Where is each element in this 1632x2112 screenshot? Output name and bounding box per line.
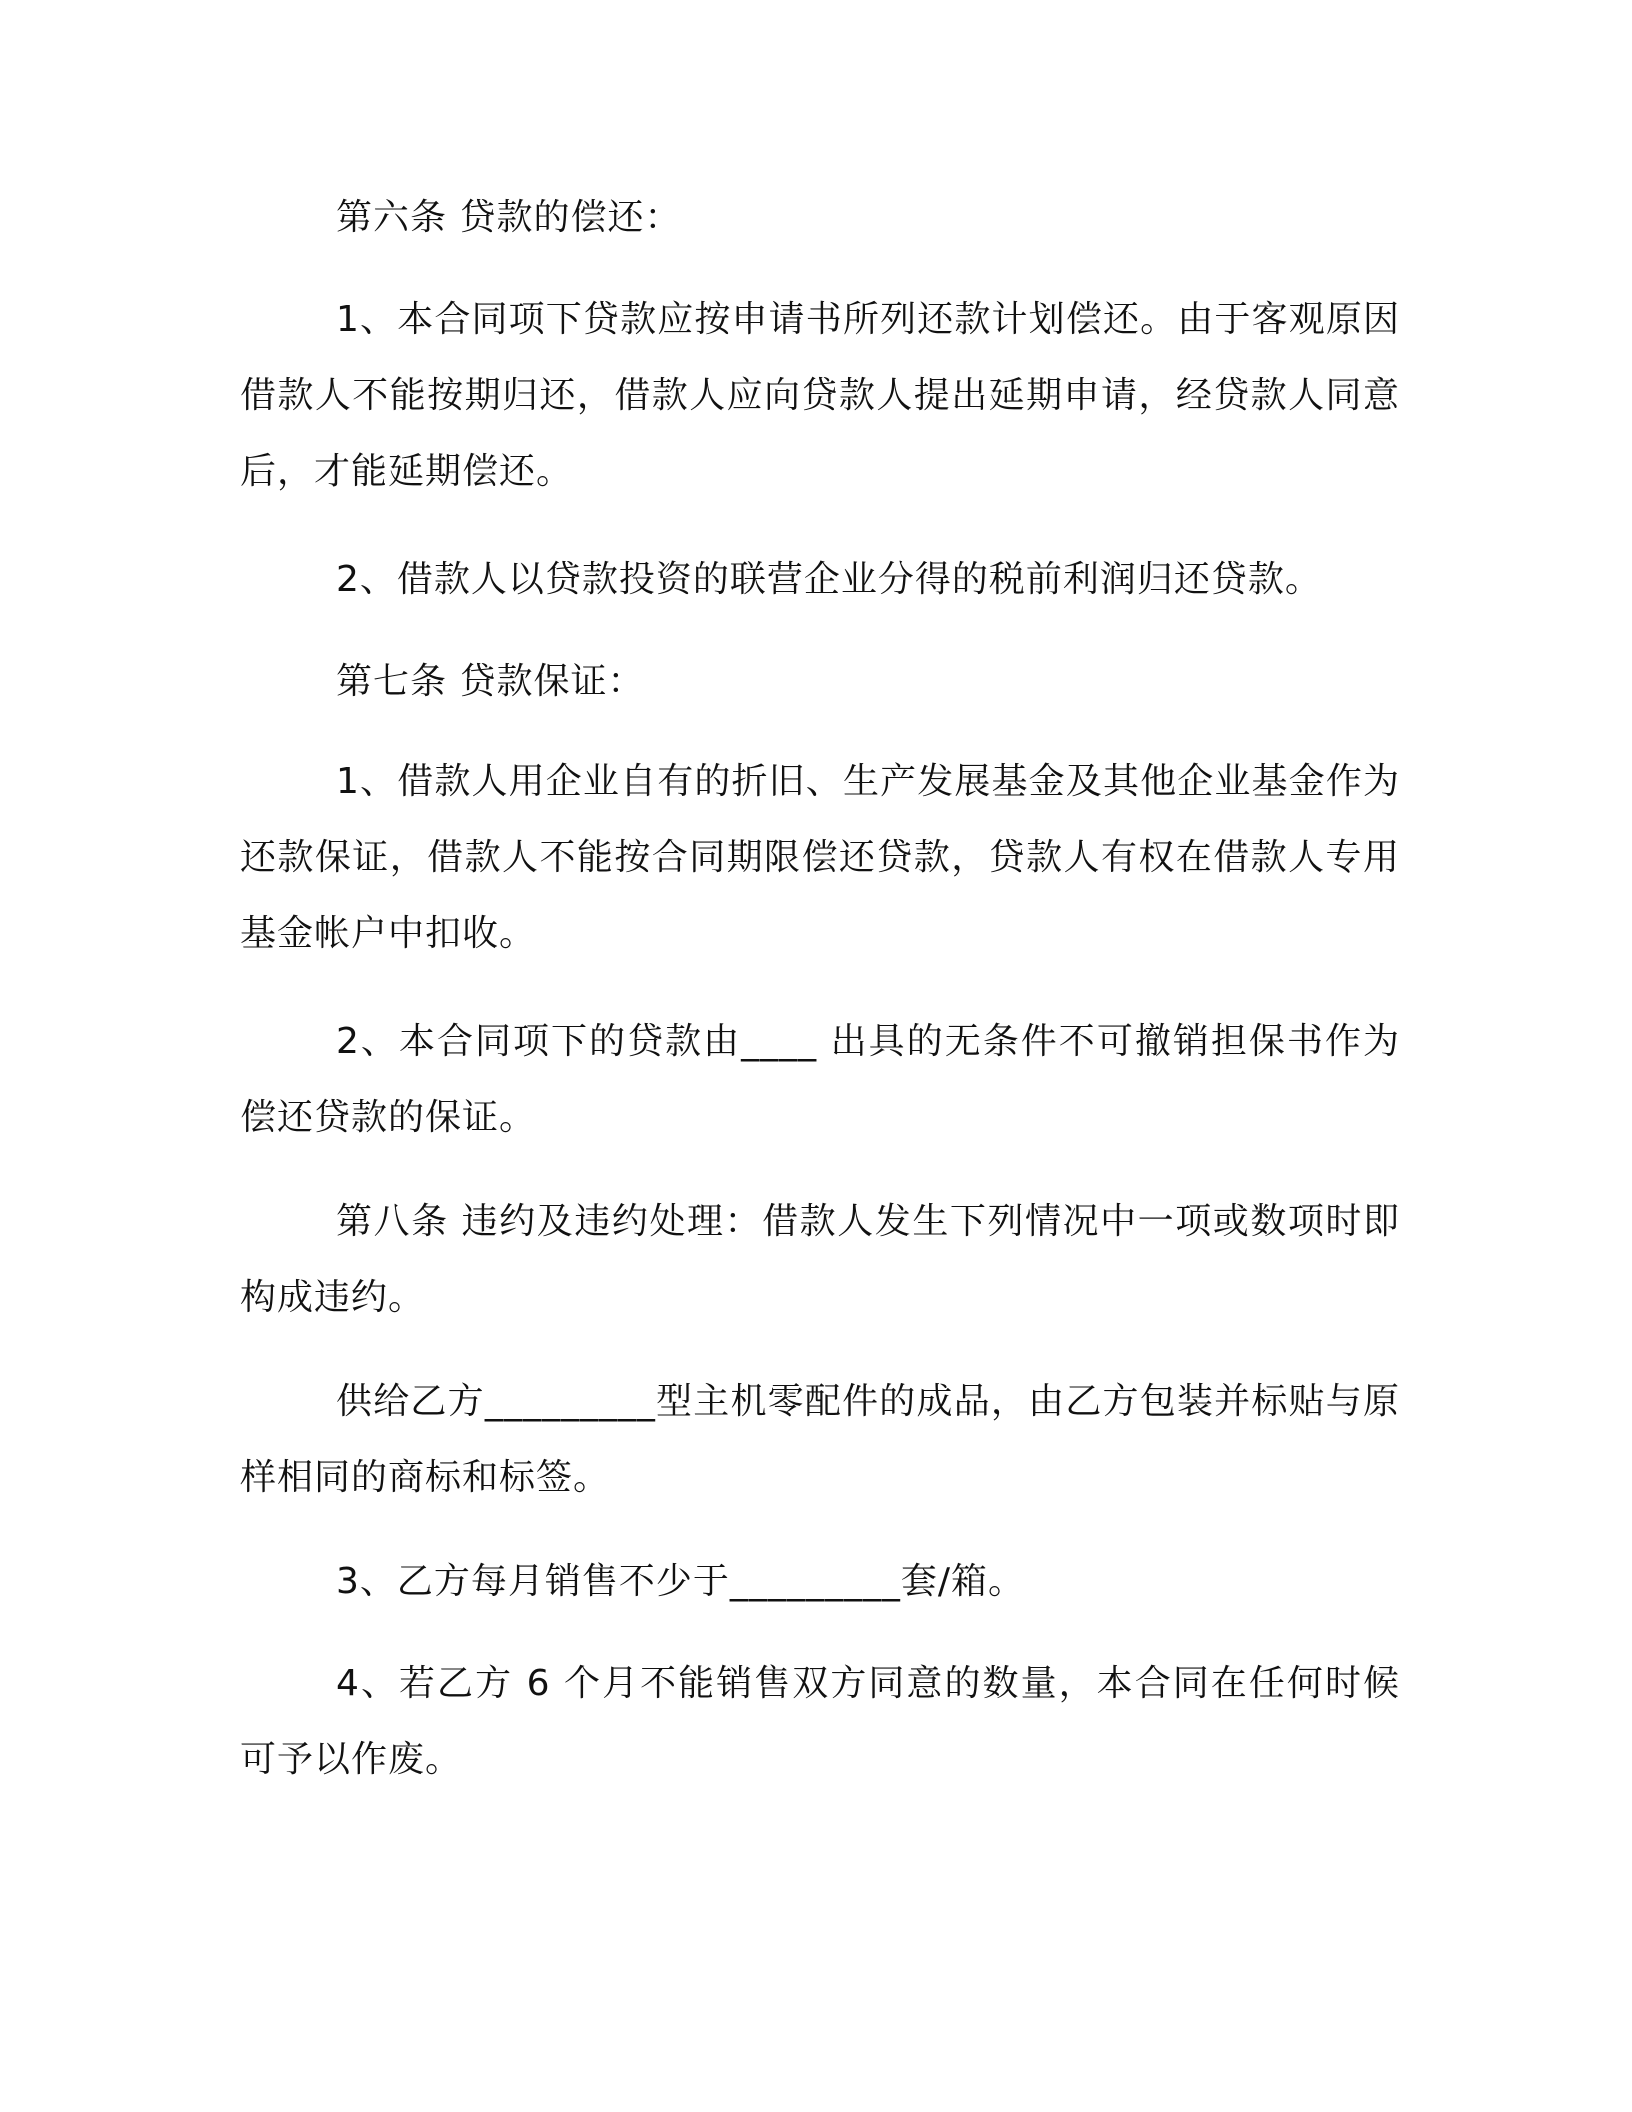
article-7-clause-2: 2、本合同项下的贷款由____ 出具的无条件不可撤销担保书作为偿还贷款的保证。: [240, 1021, 1400, 1138]
sales-clause-4: 4、若乙方 6 个月不能销售双方同意的数量，本合同在任何时候可予以作废。: [240, 1663, 1400, 1780]
article-8-heading: 第八条 违约及违约处理：借款人发生下列情况中一项或数项时即构成违约。: [240, 1201, 1400, 1318]
article-6-heading: 第六条 贷款的偿还：: [336, 197, 682, 238]
article-6-clause-1: 1、本合同项下贷款应按申请书所列还款计划偿还。由于客观原因借款人不能按期归还，借款人应向贷款人提出延期申请，经贷款人同意后，才能延期偿还。: [240, 299, 1400, 492]
article-6-clause-2: 2、借款人以贷款投资的联营企业分得的税前利润归还贷款。: [336, 559, 1322, 600]
article-7-clause-1: 1、借款人用企业自有的折旧、生产发展基金及其他企业基金作为还款保证，借款人不能按合同期限偿还贷款，贷款人有权在借款人专用基金帐户中扣收。: [240, 761, 1400, 954]
article-7-heading: 第七条 贷款保证：: [336, 661, 645, 702]
sales-clause-3: 3、乙方每月销售不少于_________套/箱。: [336, 1561, 1026, 1602]
supply-clause: 供给乙方_________型主机零配件的成品，由乙方包装并标贴与原样相同的商标和标签。: [240, 1381, 1400, 1498]
